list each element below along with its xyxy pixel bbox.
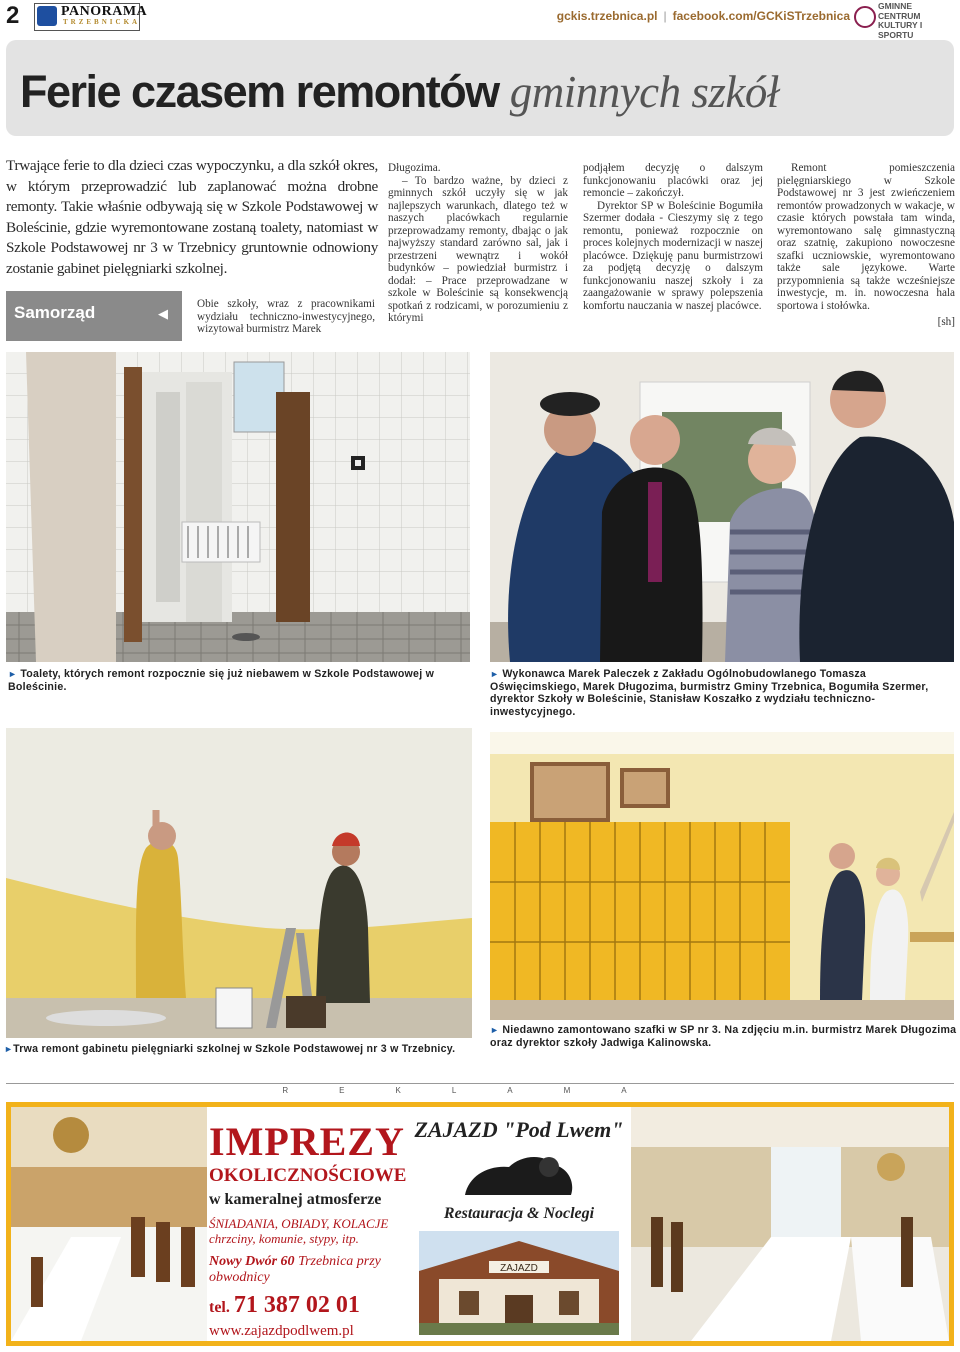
caption-photo-visit-text: Wykonawca Marek Paleczek z Zakładu Ogólnobudowlanego Tomasza Oświęcimskiego, Marek Długozima, burmistrz Gminy Trzebnica, Bogumiła Szermer, dyrektor Szkoły w Boleścinie, Stanisław Koszałko z wydziału techniczno-inwestycyjnego. [490,668,929,718]
ad-address-bold: Nowy Dwór 60 [209,1254,295,1269]
col3-para-2: Dyrektor SP w Boleścinie Bogumiła Szermer dodała - Cieszymy się z tego remontu, ponieważ rozpocznie on proces kolejnych modernizacji w naszej placówce. Dziękuję panu burmistrzowi za podjętą decyzję o dalszym funkcjonowaniu naszej szkoły i za zaangażowanie w sprawy polepszenia komfortu nauczania w naszej placówce. [583,199,763,312]
col4-para-1: Remont pomieszczenia pielęgniarskiego w Szkole Podstawowej nr 3 jest zwieńczeniem remontów prowadzonych w wakacje, w czasie których powstała tam winda, wyremontowano salę gimnastyczną oraz szatnię, zakupiono nowoczesne szafki uczniowskie, wyremontowano także sale językowe. Warte przypomnienia są także wcześniejsze inwestycje, m. in. nowoczesna hala sportowa i stołówka. [777,162,956,312]
ad-subhead: OKOLICZNOŚCIOWE [209,1165,407,1186]
site-link[interactable]: gckis.trzebnica.pl [556,9,658,23]
caption-photo-visit [490,668,956,718]
coat-of-arms-icon [37,6,57,26]
title-bold: Ferie czasem remontów [20,66,499,117]
col2-para-2: – To bardzo ważne, by dzieci z gminnych szkół uczyły się w jak najlepszych warunkach, dlatego też w naszych placówkach regularnie przeprowadzamy remonty, dbając o jak najwyższy standard zarówno sal, jak i przestrzeni wewnątrz i wokół budynków – powiedział burmistrz i dodał: – Prace przeprowadzane w szkole w Boleścinie są konsekwencją spotkań z rodzicami, w porozumieniu z którymi [388,174,568,324]
ad-brand-arc: ZAJAZD "Pod Lwem" [414,1117,624,1142]
caption-photo-toilets [8,668,470,693]
ad-offer: ŚNIADANIA, OBIADY, KOLACJE chrzciny, komunie, stypy, itp. [209,1216,389,1246]
lion-icon [459,1145,579,1201]
ad-phone-label: tel. [209,1299,230,1316]
col2-para-1: Długozima. [388,162,441,174]
caption-arrow-icon: ► [490,1025,500,1035]
top-bar [0,0,960,40]
ad-brand-script: Restauracja & Noclegi [443,1205,595,1222]
ad-text-block [209,1121,409,1340]
caption-arrow-icon: ► [4,1044,14,1054]
page-number: 2 [6,2,20,29]
title-italic: gminnych szkół [509,67,779,117]
triangle-left-icon: ◀ [158,306,168,321]
ad-brand [411,1111,627,1337]
caption-arrow-icon: ► [8,669,18,679]
column-1: Obie szkoły, wraz z pracownikami wydziału techniczno-inwestycyjnego, wizytował burmistrz Marek [197,298,375,335]
gck-logo [854,1,956,40]
photo-visit [490,352,954,662]
ad-building-photo [419,1231,619,1335]
column-3 [583,162,763,312]
gck-circle-icon [854,6,876,28]
gck-line1: GMINNE CENTRUM [878,1,921,21]
col3-para-1: podjąłem decyzję o dalszym funkcjonowaniu placówki oraz jej remoncie – zakończył. [583,162,763,199]
photo-workers [6,728,472,1038]
caption-photo-workers [4,1043,474,1056]
ad-label: REKLAMA [282,1086,678,1095]
caption-photo-toilets-text: Toalety, których remont rozpocznie się już niebawem w Szkole Podstawowej w Boleścinie. [8,668,435,693]
ad-website[interactable]: www.zajazdpodlwem.pl [209,1323,354,1339]
caption-photo-lockers-text: Niedawno zamontowano szafki w SP nr 3. Na zdjęciu m.in. burmistrz Marek Długozima oraz dyrektor szkoły Jadwiga Kalinowska. [490,1024,957,1049]
ad-photo-hall-left [11,1107,207,1341]
caption-photo-lockers [490,1024,958,1049]
ad-headline: IMPREZY [209,1119,405,1164]
photo-toilets [6,352,470,662]
logo-title: PANORAMA [61,4,148,19]
ad-photo-hall-right [631,1107,949,1341]
section-label [6,291,182,341]
gck-line2: KULTURY I SPORTU [878,20,923,40]
header-links: gckis.trzebnica.pl | facebook.com/GCKiSTrzebnica [556,9,850,23]
signature: [sh] [937,316,955,328]
advertisement[interactable] [6,1102,954,1346]
ad-address-rest: Trzebnica przy obwodnicy [209,1254,381,1285]
facebook-link[interactable]: facebook.com/GCKiSTrzebnica [672,9,850,23]
caption-photo-workers-text: Trwa remont gabinetu pielęgniarki szkolnej w Szkole Podstawowej nr 3 w Trzebnicy. [13,1043,456,1055]
logo-subtitle: TRZEBNICKA [63,18,141,26]
article-lead: Trwające ferie to dla dzieci czas wypoczynku, a dla szkół okres, w którym przeprowadzić lub zaplanować można drobne remonty. Takie właśnie odbywają się w Szkole Podstawowej w Boleścinie, gdzie wyremontowane zostaną toalety, natomiast w Szkole Podstawowej nr 3 w Trzebnicy gruntownie odnowiony zostanie gabinet pielęgniarki szkolnej. [6,157,378,277]
section-name: Samorząd [14,303,96,322]
caption-arrow-icon: ► [490,669,500,679]
ad-phone-number: 71 387 02 01 [233,1292,360,1318]
ad-phone [209,1292,409,1321]
ad-address [209,1254,409,1286]
column-2 [388,162,568,325]
ad-divider [6,1083,954,1084]
ad-sign-text: ZAJAZD [500,1263,538,1274]
panorama-logo[interactable] [34,3,148,31]
column-4 [777,162,955,329]
photo-lockers [490,732,954,1020]
article-title [20,66,779,118]
ad-tagline: w kameralnej atmosferze [209,1191,382,1208]
